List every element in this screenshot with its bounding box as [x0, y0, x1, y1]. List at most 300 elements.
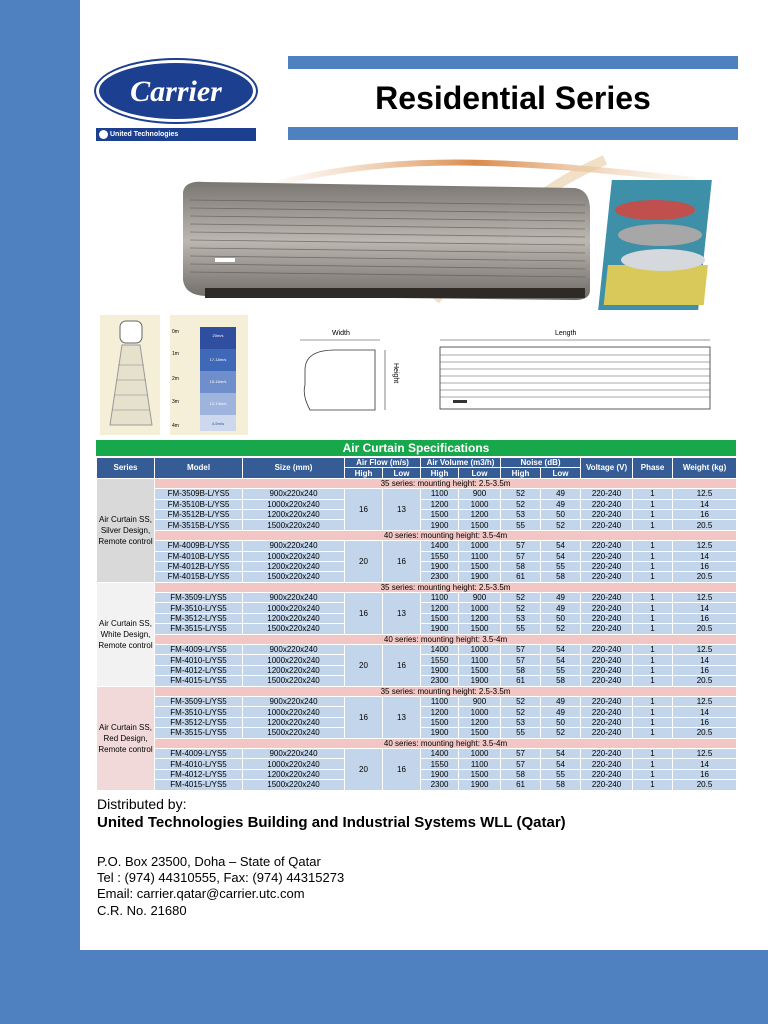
- noise-high-cell: 57: [501, 748, 541, 758]
- vol-high-cell: 1200: [421, 707, 459, 717]
- series-note-row: [97, 686, 737, 696]
- series-note-row: [97, 634, 737, 644]
- noise-low-cell: 54: [541, 748, 581, 758]
- header-noise-low: Low: [541, 468, 581, 478]
- voltage-cell: 220-240: [581, 759, 633, 769]
- vol-low-cell: 1500: [459, 769, 501, 779]
- vol-low-cell: 900: [459, 489, 501, 499]
- noise-low-cell: 58: [541, 572, 581, 582]
- series-note-row: [97, 478, 737, 488]
- logo-brand-text: Carrier: [130, 75, 222, 108]
- depth-label-0: 0m: [172, 329, 179, 335]
- model-cell: FM-3512-L/YS5: [155, 717, 243, 727]
- noise-high-cell: 57: [501, 541, 541, 551]
- weight-cell: 12.5: [673, 696, 737, 706]
- phase-cell: 1: [633, 541, 673, 551]
- model-cell: FM-4015-L/YS5: [155, 780, 243, 790]
- vol-high-cell: 1200: [421, 499, 459, 509]
- noise-low-cell: 55: [541, 561, 581, 571]
- spec-table-title: Air Curtain Specifications: [96, 440, 736, 456]
- weight-cell: 16: [673, 717, 737, 727]
- model-cell: FM-4009-L/YS5: [155, 748, 243, 758]
- noise-high-cell: 53: [501, 613, 541, 623]
- vol-low-cell: 1200: [459, 613, 501, 623]
- noise-low-cell: 49: [541, 696, 581, 706]
- phase-cell: 1: [633, 696, 673, 706]
- vol-high-cell: 1900: [421, 561, 459, 571]
- header-noise-high: High: [501, 468, 541, 478]
- size-cell: 1200x220x240: [243, 769, 345, 779]
- table-row: [97, 593, 737, 603]
- vol-high-cell: 1550: [421, 759, 459, 769]
- size-cell: 1200x220x240: [243, 613, 345, 623]
- vol-high-cell: 1100: [421, 489, 459, 499]
- flow-high-cell: 16: [345, 696, 383, 738]
- series-mounting-note: 40 series: mounting height: 3.5-4m: [155, 634, 737, 644]
- width-label: Width: [332, 330, 350, 337]
- voltage-cell: 220-240: [581, 551, 633, 561]
- spec-table-body: [97, 478, 737, 790]
- vol-high-cell: 1550: [421, 655, 459, 665]
- noise-high-cell: 52: [501, 499, 541, 509]
- vol-high-cell: 1200: [421, 603, 459, 613]
- phase-cell: 1: [633, 759, 673, 769]
- flow-low-cell: 16: [383, 541, 421, 583]
- model-cell: FM-3510-L/YS5: [155, 707, 243, 717]
- header-volume-low: Low: [459, 468, 501, 478]
- model-cell: FM-4015-L/YS5: [155, 676, 243, 686]
- flow-high-cell: 16: [345, 593, 383, 635]
- noise-high-cell: 58: [501, 769, 541, 779]
- distributor-cr: C.R. No. 21680: [97, 903, 187, 918]
- vol-high-cell: 1100: [421, 593, 459, 603]
- vol-high-cell: 1900: [421, 665, 459, 675]
- vol-low-cell: 1900: [459, 572, 501, 582]
- model-cell: FM-4010-L/YS5: [155, 759, 243, 769]
- voltage-cell: 220-240: [581, 707, 633, 717]
- model-cell: FM-3515-L/YS5: [155, 728, 243, 738]
- speed-label-0: 20m/s: [212, 333, 224, 338]
- phase-cell: 1: [633, 603, 673, 613]
- model-cell: FM-4010B-L/YS5: [155, 551, 243, 561]
- size-cell: 900x220x240: [243, 489, 345, 499]
- model-cell: FM-4012B-L/YS5: [155, 561, 243, 571]
- depth-label-2: 2m: [172, 376, 179, 382]
- noise-high-cell: 61: [501, 572, 541, 582]
- table-row: [97, 645, 737, 655]
- noise-high-cell: 58: [501, 561, 541, 571]
- weight-cell: 20.5: [673, 572, 737, 582]
- noise-low-cell: 49: [541, 603, 581, 613]
- speed-label-3: 12-13m/s: [209, 401, 227, 406]
- air-curtain-product-image: [135, 150, 735, 320]
- weight-cell: 12.5: [673, 748, 737, 758]
- phase-cell: 1: [633, 728, 673, 738]
- control-panel-icon: [215, 258, 235, 262]
- vol-high-cell: 1400: [421, 748, 459, 758]
- phase-cell: 1: [633, 665, 673, 675]
- size-cell: 900x220x240: [243, 645, 345, 655]
- phase-cell: 1: [633, 613, 673, 623]
- size-cell: 1000x220x240: [243, 551, 345, 561]
- speed-label-4: 4-5m/s: [211, 421, 225, 426]
- ut-label: United Technologies: [110, 131, 179, 138]
- noise-low-cell: 54: [541, 541, 581, 551]
- vol-low-cell: 1000: [459, 603, 501, 613]
- phase-cell: 1: [633, 509, 673, 519]
- weight-cell: 20.5: [673, 780, 737, 790]
- noise-low-cell: 54: [541, 551, 581, 561]
- series-note-row: [97, 530, 737, 540]
- header-phase: Phase: [633, 458, 673, 479]
- phase-cell: 1: [633, 561, 673, 571]
- voltage-cell: 220-240: [581, 769, 633, 779]
- noise-low-cell: 52: [541, 728, 581, 738]
- voltage-cell: 220-240: [581, 499, 633, 509]
- model-cell: FM-4015B-L/YS5: [155, 572, 243, 582]
- header-size: Size (mm): [243, 458, 345, 479]
- size-cell: 1500x220x240: [243, 520, 345, 530]
- flow-high-cell: 20: [345, 748, 383, 790]
- noise-low-cell: 54: [541, 655, 581, 665]
- series-mounting-note: 40 series: mounting height: 3.5-4m: [155, 738, 737, 748]
- vol-low-cell: 1200: [459, 717, 501, 727]
- weight-cell: 14: [673, 551, 737, 561]
- phase-cell: 1: [633, 551, 673, 561]
- phase-cell: 1: [633, 655, 673, 665]
- header-series: Series: [97, 458, 155, 479]
- noise-low-cell: 58: [541, 780, 581, 790]
- noise-low-cell: 52: [541, 624, 581, 634]
- vol-high-cell: 1100: [421, 696, 459, 706]
- brochure-page: [80, 0, 768, 950]
- weight-cell: 20.5: [673, 520, 737, 530]
- flow-high-cell: 20: [345, 541, 383, 583]
- header-noise: Noise (dB): [501, 458, 581, 468]
- weight-cell: 14: [673, 499, 737, 509]
- noise-high-cell: 52: [501, 696, 541, 706]
- vol-low-cell: 1100: [459, 655, 501, 665]
- voltage-cell: 220-240: [581, 696, 633, 706]
- weight-cell: 14: [673, 655, 737, 665]
- noise-high-cell: 57: [501, 655, 541, 665]
- size-cell: 1500x220x240: [243, 624, 345, 634]
- size-cell: 1200x220x240: [243, 717, 345, 727]
- length-drawing: [435, 315, 715, 435]
- noise-low-cell: 55: [541, 665, 581, 675]
- size-cell: 1500x220x240: [243, 676, 345, 686]
- phase-cell: 1: [633, 624, 673, 634]
- decor-rollers: [615, 200, 705, 271]
- vol-low-cell: 1500: [459, 624, 501, 634]
- model-cell: FM-4010-L/YS5: [155, 655, 243, 665]
- vol-high-cell: 1550: [421, 551, 459, 561]
- weight-cell: 12.5: [673, 645, 737, 655]
- height-label: Height: [392, 363, 399, 384]
- voltage-cell: 220-240: [581, 717, 633, 727]
- noise-high-cell: 61: [501, 676, 541, 686]
- voltage-cell: 220-240: [581, 624, 633, 634]
- distributed-by-label: Distributed by:: [97, 796, 187, 812]
- voltage-cell: 220-240: [581, 541, 633, 551]
- voltage-cell: 220-240: [581, 509, 633, 519]
- voltage-cell: 220-240: [581, 645, 633, 655]
- vol-high-cell: 2300: [421, 676, 459, 686]
- series-name-cell: Air Curtain SS, White Design, Remote control: [97, 582, 155, 686]
- noise-high-cell: 52: [501, 489, 541, 499]
- vol-low-cell: 1000: [459, 499, 501, 509]
- noise-low-cell: 49: [541, 707, 581, 717]
- header-air-volume: Air Volume (m3/h): [421, 458, 501, 468]
- voltage-cell: 220-240: [581, 613, 633, 623]
- phase-cell: 1: [633, 748, 673, 758]
- vol-low-cell: 1100: [459, 759, 501, 769]
- distributor-phone: Tel : (974) 44310555, Fax: (974) 44315273: [97, 870, 345, 885]
- voltage-cell: 220-240: [581, 489, 633, 499]
- noise-low-cell: 49: [541, 489, 581, 499]
- noise-high-cell: 57: [501, 645, 541, 655]
- noise-high-cell: 58: [501, 665, 541, 675]
- weight-cell: 14: [673, 603, 737, 613]
- size-cell: 1500x220x240: [243, 780, 345, 790]
- table-row: [97, 696, 737, 706]
- noise-low-cell: 50: [541, 613, 581, 623]
- vol-low-cell: 900: [459, 696, 501, 706]
- noise-low-cell: 49: [541, 499, 581, 509]
- weight-cell: 12.5: [673, 593, 737, 603]
- carrier-logo: [96, 60, 256, 122]
- size-cell: 1200x220x240: [243, 665, 345, 675]
- size-cell: 1500x220x240: [243, 572, 345, 582]
- vol-low-cell: 1500: [459, 520, 501, 530]
- weight-cell: 20.5: [673, 676, 737, 686]
- flow-low-cell: 13: [383, 593, 421, 635]
- noise-high-cell: 53: [501, 509, 541, 519]
- vol-low-cell: 1100: [459, 551, 501, 561]
- size-cell: 900x220x240: [243, 696, 345, 706]
- phase-cell: 1: [633, 489, 673, 499]
- weight-cell: 12.5: [673, 541, 737, 551]
- size-cell: 1000x220x240: [243, 655, 345, 665]
- phase-cell: 1: [633, 769, 673, 779]
- vol-high-cell: 1400: [421, 541, 459, 551]
- phase-cell: 1: [633, 780, 673, 790]
- depth-label-4: 4m: [172, 423, 179, 429]
- phase-cell: 1: [633, 499, 673, 509]
- model-cell: FM-3510-L/YS5: [155, 603, 243, 613]
- noise-high-cell: 52: [501, 603, 541, 613]
- model-cell: FM-3509B-L/YS5: [155, 489, 243, 499]
- vol-low-cell: 1000: [459, 748, 501, 758]
- size-cell: 900x220x240: [243, 593, 345, 603]
- header-volume-high: High: [421, 468, 459, 478]
- noise-low-cell: 52: [541, 520, 581, 530]
- flow-low-cell: 13: [383, 696, 421, 738]
- flow-high-cell: 20: [345, 645, 383, 687]
- depth-label-1: 1m: [172, 351, 179, 357]
- phase-cell: 1: [633, 520, 673, 530]
- ut-logo-icon: [99, 130, 108, 139]
- vol-low-cell: 1500: [459, 561, 501, 571]
- vol-low-cell: 1900: [459, 780, 501, 790]
- vol-high-cell: 1900: [421, 624, 459, 634]
- vol-low-cell: 900: [459, 593, 501, 603]
- distributor-address: P.O. Box 23500, Doha – State of Qatar: [97, 854, 321, 869]
- header-air-flow: Air Flow (m/s): [345, 458, 421, 468]
- vol-low-cell: 1000: [459, 541, 501, 551]
- vol-high-cell: 1900: [421, 520, 459, 530]
- table-row: [97, 541, 737, 551]
- series-name-cell: Air Curtain SS, Red Design, Remote control: [97, 686, 155, 790]
- weight-cell: 16: [673, 509, 737, 519]
- noise-low-cell: 50: [541, 717, 581, 727]
- model-cell: FM-3510B-L/YS5: [155, 499, 243, 509]
- weight-cell: 14: [673, 707, 737, 717]
- phase-cell: 1: [633, 645, 673, 655]
- weight-cell: 16: [673, 769, 737, 779]
- noise-high-cell: 61: [501, 780, 541, 790]
- noise-high-cell: 57: [501, 551, 541, 561]
- header-weight: Weight (kg): [673, 458, 737, 479]
- vol-high-cell: 2300: [421, 572, 459, 582]
- united-technologies-bar: [96, 128, 256, 141]
- flow-low-cell: 13: [383, 489, 421, 531]
- weight-cell: 16: [673, 613, 737, 623]
- size-cell: 900x220x240: [243, 748, 345, 758]
- model-cell: FM-4012-L/YS5: [155, 769, 243, 779]
- voltage-cell: 220-240: [581, 780, 633, 790]
- vol-low-cell: 1200: [459, 509, 501, 519]
- noise-low-cell: 54: [541, 759, 581, 769]
- size-cell: 900x220x240: [243, 541, 345, 551]
- phase-cell: 1: [633, 717, 673, 727]
- distributor-company: United Technologies Building and Industrial Systems WLL (Qatar): [97, 814, 566, 831]
- air-curtain-outlet: [205, 288, 585, 298]
- series-mounting-note: 35 series: mounting height: 2.5-3.5m: [155, 582, 737, 592]
- vol-high-cell: 2300: [421, 780, 459, 790]
- noise-high-cell: 55: [501, 624, 541, 634]
- header-voltage: Voltage (V): [581, 458, 633, 479]
- series-mounting-note: 35 series: mounting height: 2.5-3.5m: [155, 686, 737, 696]
- vol-high-cell: 1900: [421, 769, 459, 779]
- voltage-cell: 220-240: [581, 665, 633, 675]
- voltage-cell: 220-240: [581, 728, 633, 738]
- series-mounting-note: 40 series: mounting height: 3.5-4m: [155, 530, 737, 540]
- voltage-cell: 220-240: [581, 593, 633, 603]
- title-bar-top: [288, 56, 738, 69]
- voltage-cell: 220-240: [581, 561, 633, 571]
- title-bar-bottom: [288, 127, 738, 140]
- noise-high-cell: 53: [501, 717, 541, 727]
- model-cell: FM-3512-L/YS5: [155, 613, 243, 623]
- weight-cell: 20.5: [673, 624, 737, 634]
- weight-cell: 16: [673, 561, 737, 571]
- spec-table: [96, 457, 737, 791]
- flow-low-cell: 16: [383, 748, 421, 790]
- voltage-cell: 220-240: [581, 676, 633, 686]
- model-cell: FM-4009B-L/YS5: [155, 541, 243, 551]
- size-cell: 1000x220x240: [243, 707, 345, 717]
- voltage-cell: 220-240: [581, 520, 633, 530]
- width-height-drawing: [290, 315, 410, 435]
- table-row: [97, 748, 737, 758]
- noise-high-cell: 52: [501, 593, 541, 603]
- weight-cell: 14: [673, 759, 737, 769]
- noise-low-cell: 55: [541, 769, 581, 779]
- vol-low-cell: 1900: [459, 676, 501, 686]
- vol-high-cell: 1500: [421, 509, 459, 519]
- airflow-side-diagram: [100, 315, 160, 435]
- vol-low-cell: 1000: [459, 707, 501, 717]
- model-cell: FM-3515B-L/YS5: [155, 520, 243, 530]
- header-flow-low: Low: [383, 468, 421, 478]
- speed-label-1: 17-18m/s: [209, 357, 227, 362]
- size-cell: 1500x220x240: [243, 728, 345, 738]
- model-cell: FM-3509-L/YS5: [155, 593, 243, 603]
- size-cell: 1000x220x240: [243, 759, 345, 769]
- size-cell: 1200x220x240: [243, 561, 345, 571]
- model-cell: FM-3515-L/YS5: [155, 624, 243, 634]
- noise-low-cell: 54: [541, 645, 581, 655]
- model-cell: FM-4012-L/YS5: [155, 665, 243, 675]
- table-row: [97, 489, 737, 499]
- series-name-cell: Air Curtain SS, Silver Design, Remote control: [97, 478, 155, 582]
- speed-label-2: 15-16m/s: [209, 379, 227, 384]
- model-cell: FM-3512B-L/YS5: [155, 509, 243, 519]
- phase-cell: 1: [633, 572, 673, 582]
- noise-high-cell: 57: [501, 759, 541, 769]
- vol-low-cell: 1500: [459, 665, 501, 675]
- voltage-cell: 220-240: [581, 572, 633, 582]
- weight-cell: 20.5: [673, 728, 737, 738]
- phase-cell: 1: [633, 593, 673, 603]
- vol-low-cell: 1500: [459, 728, 501, 738]
- noise-high-cell: 55: [501, 520, 541, 530]
- phase-cell: 1: [633, 707, 673, 717]
- series-mounting-note: 35 series: mounting height: 2.5-3.5m: [155, 478, 737, 488]
- series-note-row: [97, 738, 737, 748]
- voltage-cell: 220-240: [581, 748, 633, 758]
- voltage-cell: 220-240: [581, 655, 633, 665]
- flow-low-cell: 16: [383, 645, 421, 687]
- weight-cell: 16: [673, 665, 737, 675]
- model-cell: FM-3509-L/YS5: [155, 696, 243, 706]
- voltage-cell: 220-240: [581, 603, 633, 613]
- noise-low-cell: 49: [541, 593, 581, 603]
- header-model: Model: [155, 458, 243, 479]
- phase-cell: 1: [633, 676, 673, 686]
- noise-low-cell: 50: [541, 509, 581, 519]
- size-cell: 1000x220x240: [243, 603, 345, 613]
- depth-label-3: 3m: [172, 399, 179, 405]
- model-cell: FM-4009-L/YS5: [155, 645, 243, 655]
- page-title: Residential Series: [375, 80, 651, 116]
- noise-low-cell: 58: [541, 676, 581, 686]
- vol-high-cell: 1900: [421, 728, 459, 738]
- noise-high-cell: 52: [501, 707, 541, 717]
- airflow-speed-diagram: [170, 315, 248, 435]
- length-label: Length: [555, 330, 577, 337]
- noise-high-cell: 55: [501, 728, 541, 738]
- vol-high-cell: 1500: [421, 717, 459, 727]
- distributor-email: Email: carrier.qatar@carrier.utc.com: [97, 886, 305, 901]
- flow-high-cell: 16: [345, 489, 383, 531]
- header-flow-high: High: [345, 468, 383, 478]
- size-cell: 1000x220x240: [243, 499, 345, 509]
- vol-high-cell: 1400: [421, 645, 459, 655]
- vol-high-cell: 1500: [421, 613, 459, 623]
- series-note-row: [97, 582, 737, 592]
